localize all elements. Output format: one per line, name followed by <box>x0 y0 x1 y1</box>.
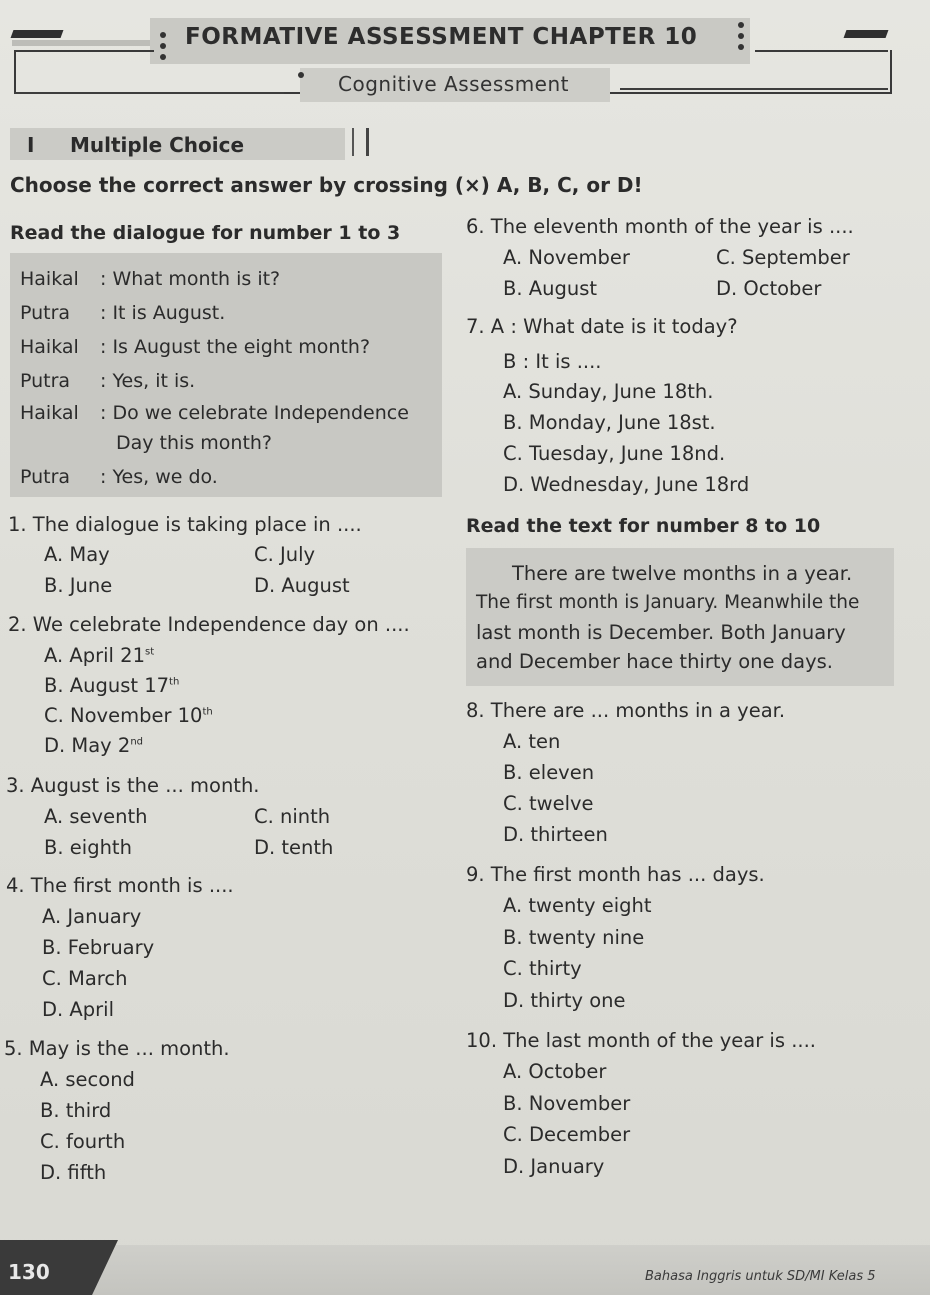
option-d <box>44 734 143 757</box>
option-a: A. Sunday, June 18th. <box>503 380 714 403</box>
dialogue-line: : Is August the eight month? <box>100 336 371 358</box>
dialogue-intro: Read the dialogue for number 1 to 3 <box>10 222 401 244</box>
option-b: B. June <box>44 574 113 597</box>
option-c: C. ninth <box>254 805 331 828</box>
option-b: B. third <box>40 1099 112 1122</box>
header-rule-left <box>12 40 152 46</box>
dialogue-speaker: Haikal <box>20 336 79 358</box>
question-stem: 4. The first month is .... <box>6 874 234 897</box>
header-deco-left <box>11 30 64 38</box>
option-c: C. September <box>716 246 850 269</box>
question-stem: 7. A : What date is it today? <box>466 315 738 338</box>
option-d: D. tenth <box>254 836 334 859</box>
subtitle: Cognitive Assessment <box>338 72 569 96</box>
option-d: D. October <box>716 277 822 300</box>
option-a: A. ten <box>503 730 561 753</box>
dialogue-line: : It is August. <box>100 302 226 324</box>
option-text: D. May 2 <box>44 734 131 757</box>
reading-line: There are twelve months in a year. <box>512 562 853 585</box>
option-c: C. March <box>42 967 128 990</box>
option-b: B. eleven <box>503 761 595 784</box>
question-stem: 8. There are ... months in a year. <box>466 699 786 722</box>
question-stem: 5. May is the ... month. <box>4 1037 230 1060</box>
option-d: D. April <box>42 998 114 1021</box>
question-stem: 1. The dialogue is taking place in .... <box>8 513 362 536</box>
dialogue-speaker: Putra <box>20 466 71 488</box>
book-title: Bahasa Inggris untuk SD/MI Kelas 5 <box>645 1269 876 1284</box>
option-c: C. fourth <box>40 1130 126 1153</box>
page-number: 130 <box>8 1260 50 1284</box>
option-b: B. November <box>503 1092 631 1115</box>
option-c: C. December <box>503 1123 631 1146</box>
subtitle-underline <box>620 88 888 90</box>
ordinal-suffix: th <box>202 706 213 718</box>
option-a <box>44 644 154 667</box>
dialogue-speaker: Haikal <box>20 268 79 290</box>
option-c <box>44 704 213 727</box>
dialogue-line: Day this month? <box>116 432 273 454</box>
option-d: D. Wednesday, June 18rd <box>503 473 750 496</box>
option-b: B. Monday, June 18st. <box>503 411 716 434</box>
option-d: D. thirty one <box>503 989 626 1012</box>
reading-line: The first month is January. Meanwhile the <box>476 592 860 613</box>
ordinal-suffix: nd <box>130 736 144 748</box>
question-stem: 10. The last month of the year is .... <box>466 1029 817 1052</box>
dialogue-speaker: Haikal <box>20 402 79 424</box>
option-text: B. August 17 <box>44 674 170 697</box>
question-stem-line2: B : It is .... <box>503 350 602 373</box>
option-a: A. October <box>503 1060 607 1083</box>
option-text: A. April 21 <box>44 644 145 667</box>
reading-line: and December hace thirty one days. <box>476 650 833 673</box>
instruction: Choose the correct answer by crossing (×) A, B, C, or D! <box>10 173 643 197</box>
option-d: D. thirteen <box>503 823 608 846</box>
option-text: C. November 10 <box>44 704 203 727</box>
question-stem: 6. The eleventh month of the year is .... <box>466 215 854 238</box>
chapter-title: FORMATIVE ASSESSMENT CHAPTER 10 <box>185 24 698 50</box>
dialogue-line: : Yes, we do. <box>100 466 218 488</box>
option-a: A. November <box>503 246 630 269</box>
option-c: C. Tuesday, June 18nd. <box>503 442 726 465</box>
option-a: A. May <box>44 543 110 566</box>
option-b: B. twenty nine <box>503 926 645 949</box>
option-c: C. twelve <box>503 792 594 815</box>
option-b: B. eighth <box>44 836 132 859</box>
option-b: B. August <box>503 277 598 300</box>
reading-line: last month is December. Both January <box>476 621 846 644</box>
option-d: D. fifth <box>40 1161 107 1184</box>
option-a: A. second <box>40 1068 135 1091</box>
ordinal-suffix: st <box>144 646 155 658</box>
option-d: D. January <box>503 1155 605 1178</box>
option-b: B. February <box>42 936 155 959</box>
option-a: A. twenty eight <box>503 894 652 917</box>
question-stem: 9. The first month has ... days. <box>466 863 765 886</box>
header-deco-right <box>844 30 889 38</box>
question-stem: 2. We celebrate Independence day on .... <box>8 613 410 636</box>
header-underline <box>14 92 284 94</box>
option-b <box>44 674 179 697</box>
option-d: D. August <box>254 574 350 597</box>
dialogue-line: : Do we celebrate Independence <box>100 402 409 424</box>
dialogue-speaker: Putra <box>20 302 71 324</box>
ordinal-suffix: th <box>169 676 180 688</box>
option-c: C. July <box>254 543 316 566</box>
option-a: A. January <box>42 905 142 928</box>
question-stem: 3. August is the ... month. <box>6 774 260 797</box>
section-bars <box>352 128 369 156</box>
section-number: I <box>27 133 35 157</box>
dialogue-speaker: Putra <box>20 370 71 392</box>
option-a: A. seventh <box>44 805 148 828</box>
dialogue-line: : What month is it? <box>100 268 281 290</box>
reading-intro: Read the text for number 8 to 10 <box>466 515 821 537</box>
section-title: Multiple Choice <box>70 133 245 157</box>
subtitle-dot <box>298 72 304 83</box>
option-c: C. thirty <box>503 957 582 980</box>
dialogue-line: : Yes, it is. <box>100 370 196 392</box>
